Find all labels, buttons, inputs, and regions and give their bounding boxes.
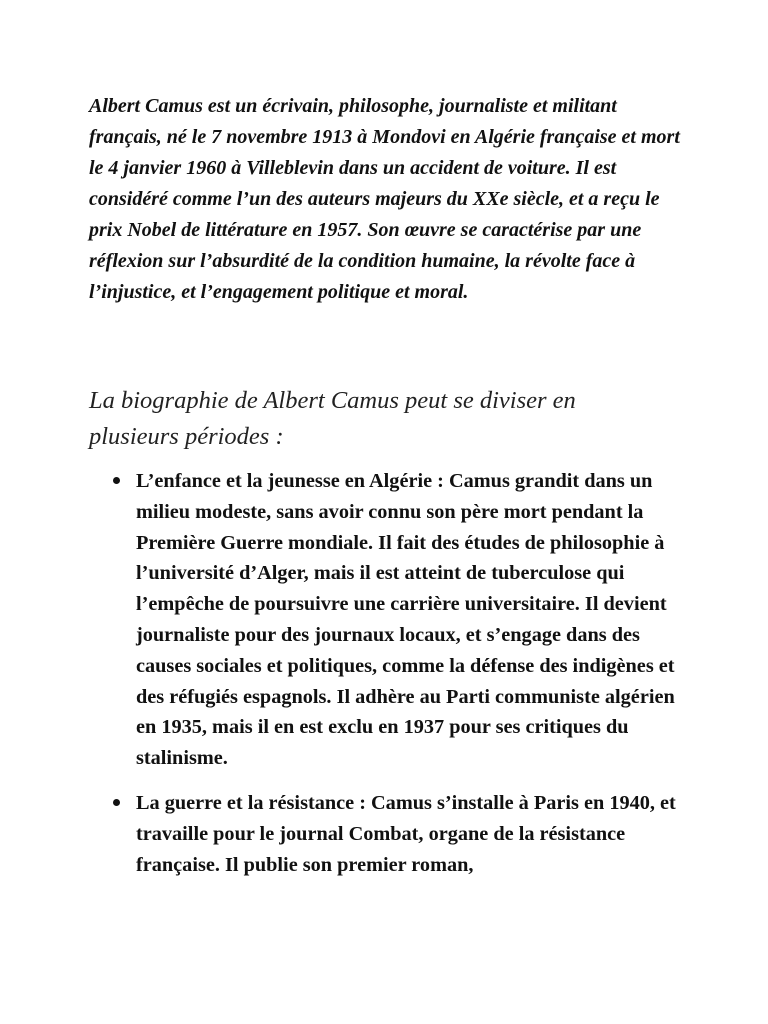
list-item-text: L’enfance et la jeunesse en Algérie : Camus grandit dans un milieu modeste, sans avoir connu son père mort pendant la Première Guerre mondiale. Il fait des études de philosophie à l’université d’Alger, mais il est atteint de tuberculose qui l’empêche de poursuivre une carrière universitaire. Il devient journaliste pour des journaux locaux, et s’engage dans des causes sociales et politiques, comme la défense des indigènes et des réfugiés espagnols. Il adhère au Parti communiste algérien en 1935, mais il en est exclu en 1937 pour ses critiques du stalinisme. [136,470,675,770]
bullet-icon [113,477,120,484]
periods-list [110,466,690,894]
bullet-icon [113,799,120,806]
list-item [110,788,690,880]
intro-paragraph: Albert Camus est un écrivain, philosophe, journaliste et militant français, né le 7 novembre 1913 à Mondovi en Algérie française et mort le 4 janvier 1960 à Villeblevin dans un accident de voiture. Il est considéré comme l’un des auteurs majeurs du XXe siècle, et a reçu le prix Nobel de littérature en 1957. Son œuvre se caractérise par une réflexion sur l’absurdité de la condition humaine, la révolte face à l’injustice, et l’engagement politique et moral. [89,95,680,303]
list-item-text: La guerre et la résistance : Camus s’installe à Paris en 1940, et travaille pour le journal Combat, organe de la résistance française. Il publie son premier roman, [136,791,676,876]
list-item [110,466,690,774]
section-heading: La biographie de Albert Camus peut se diviser en plusieurs périodes : [89,387,576,450]
